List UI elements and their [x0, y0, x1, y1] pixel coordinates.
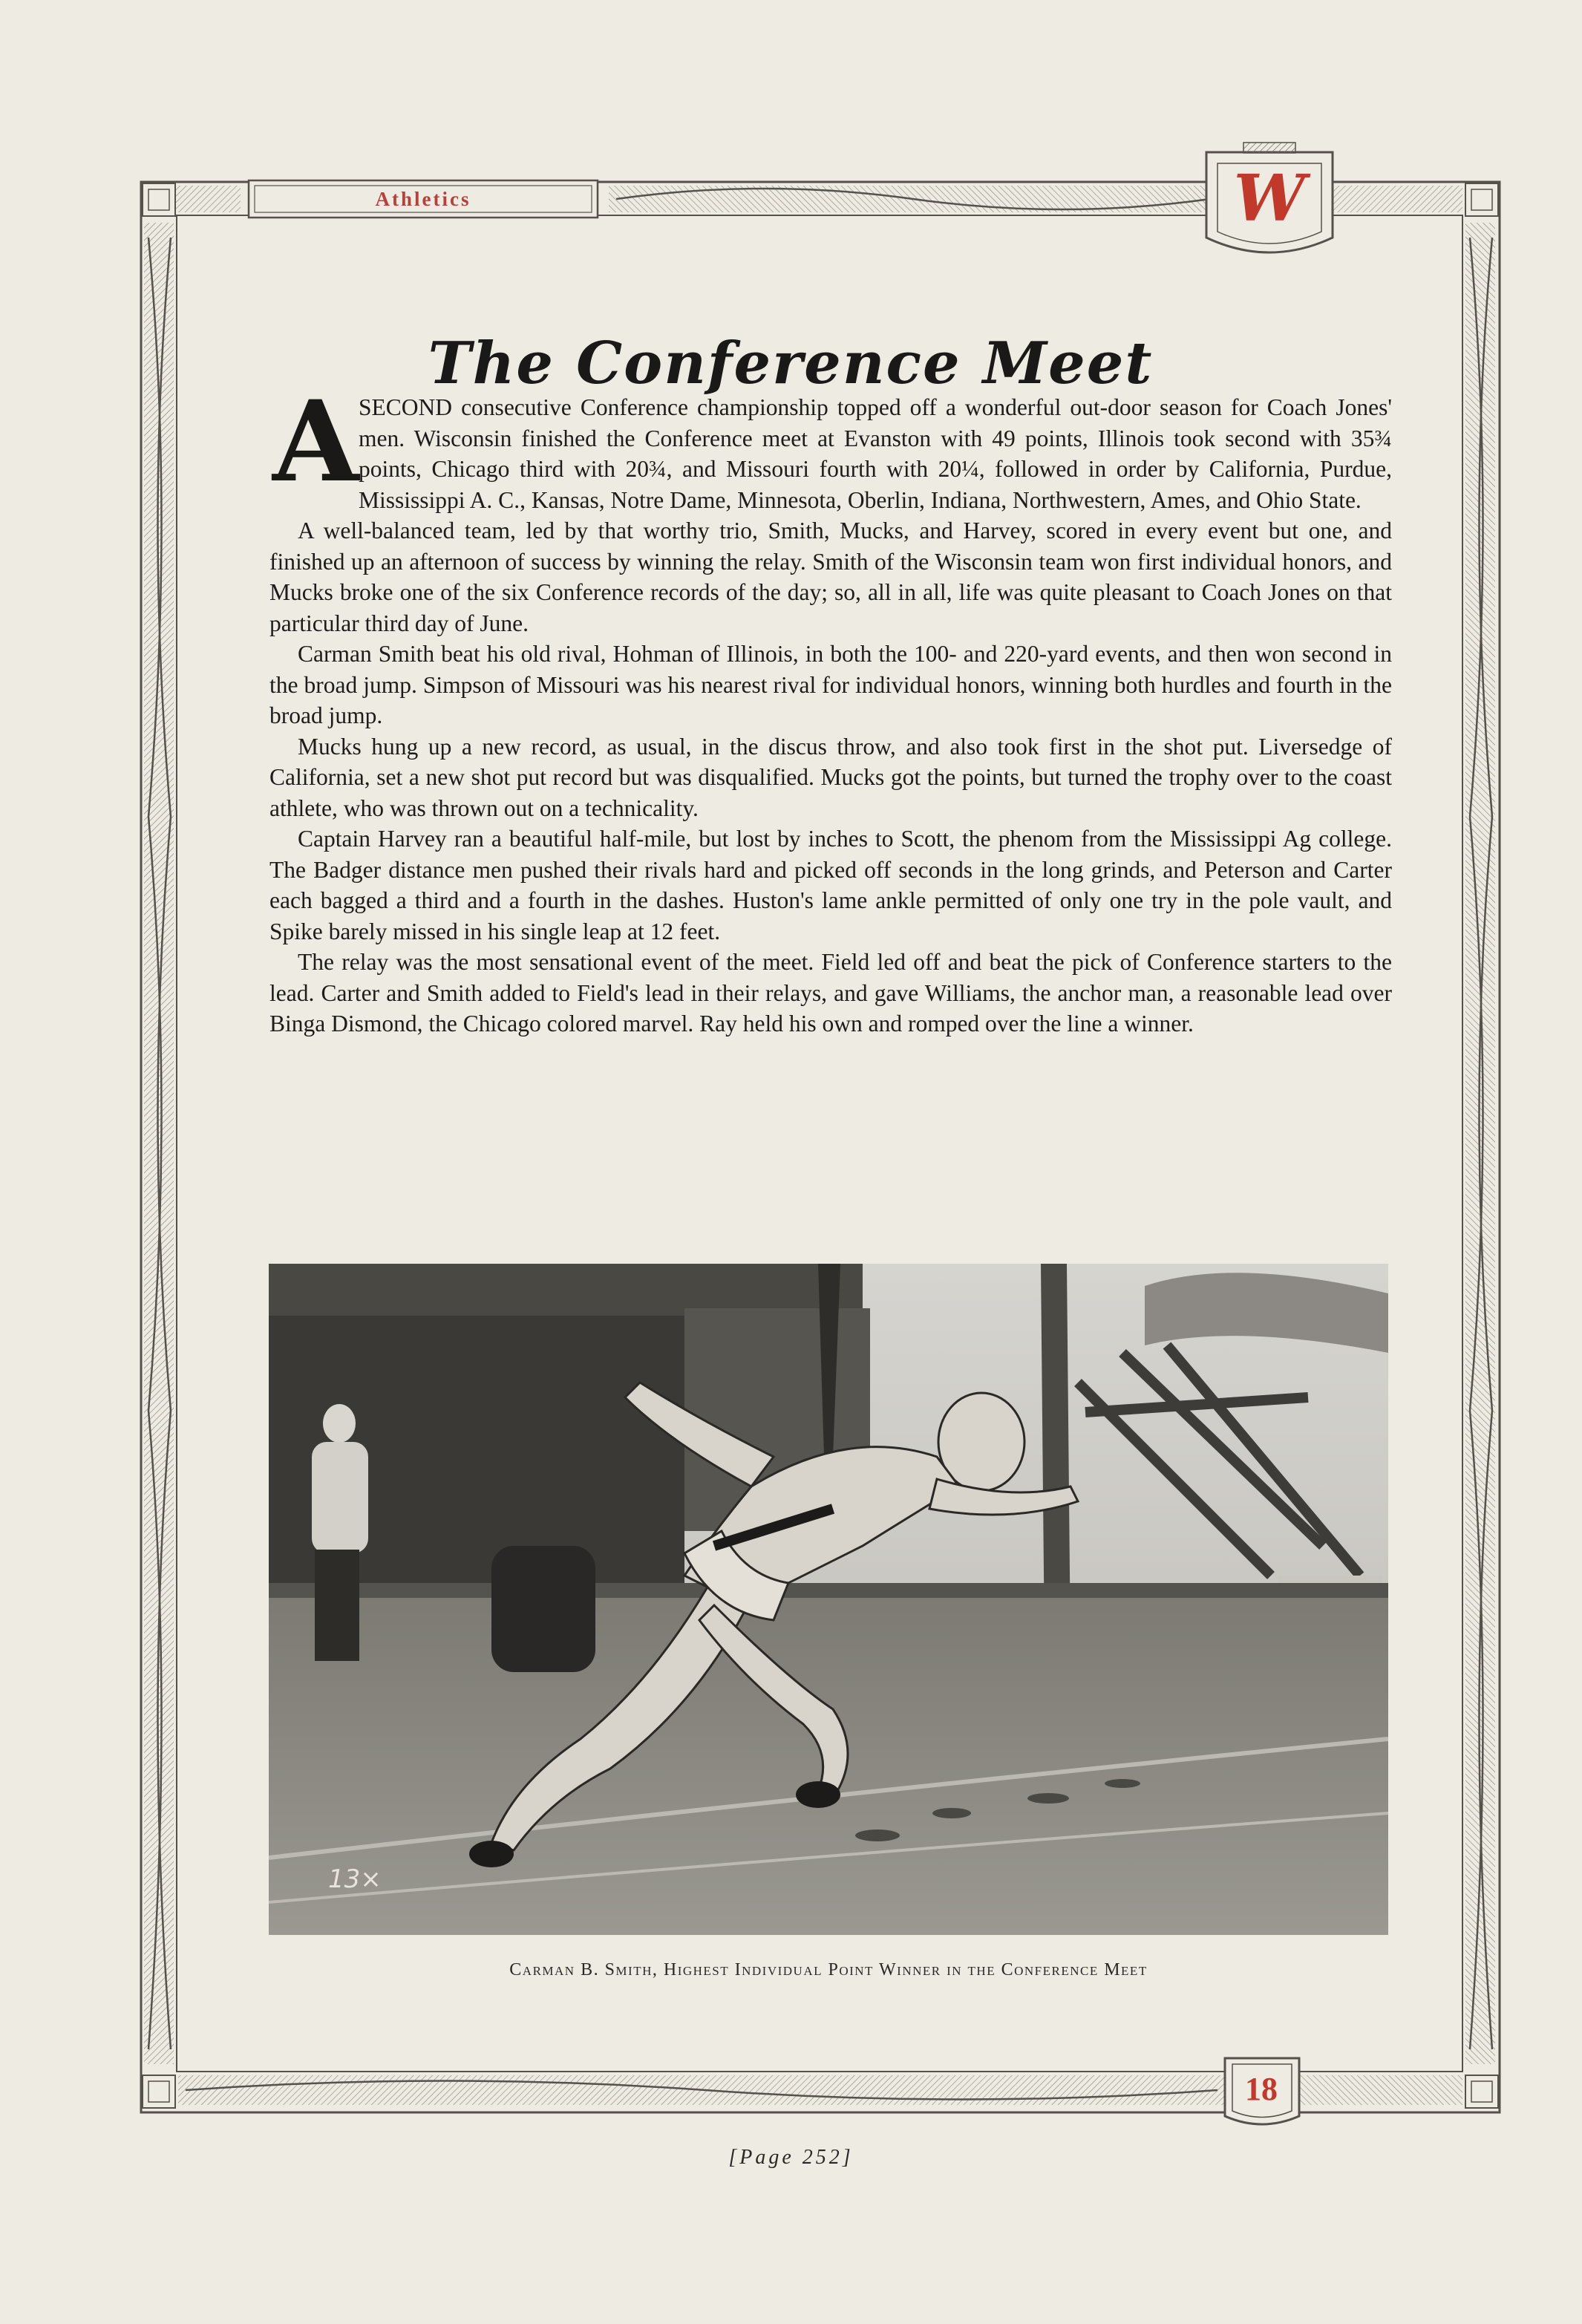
photo-caption: Carman B. Smith, Highest Individual Point Winner in the Conference Meet — [509, 1960, 1148, 1979]
drop-cap: A — [272, 376, 359, 507]
paragraph: SECOND consecutive Conference championship topped off a wonderful out-door season for Coach Jones' men. Wisconsin finished the Conference meet at Evanston with 49 points, Illinois took second with 35¾ points, Chicago third with 20¾, and Missouri fourth with 20¼, followed in order by California, Purdue, Mississippi A. C., Kansas, Notre Dame, Minnesota, Oberlin, Indiana, Northwestern, Ames, and Ohio State. — [359, 394, 1392, 513]
page-title: The Conference Meet — [428, 330, 1154, 398]
paragraph: Captain Harvey ran a beautiful half-mile, but lost by inches to Scott, the phenom from the Mississippi Ag college. The Badger distance men pushed their rivals hard and picked off seconds in the long grinds, and Peterson and Carter each bagged a third and a fourth in the dashes. Huston's lame ankle permitted of only one try in the pole vault, and Spike barely missed in his single leap at 12 feet. — [269, 826, 1392, 944]
paragraph: A well-balanced team, led by that worthy trio, Smith, Mucks, and Harvey, scored in every event but one, and finished up an afternoon of success by winning the relay. Smith of the Wisconsin team won first individual honors, and Mucks broke one of the six Conference records of the day; so, all in all, life was quite pleasant to Coach Jones on that particular third day of June. — [269, 518, 1392, 636]
paragraph: Carman Smith beat his old rival, Hohman of Illinois, in both the 100- and 220-yard events, and then won second in the broad jump. Simpson of Missouri was his nearest rival for individual honors, winning both hurdles and fourth in the broad jump. — [269, 641, 1392, 728]
paragraph: Mucks hung up a new record, as usual, in the discus throw, and also took first in the shot put. Liversedge of California, set a new shot put record but was disqualified. Mucks got the points, but turned the trophy over to the coast athlete, who was thrown out on a technicality. — [269, 733, 1392, 821]
article-body — [269, 376, 1392, 1157]
section-page-number: 18 — [1245, 2071, 1278, 2107]
section-label: Athletics — [375, 188, 471, 210]
wisconsin-w-logo: W — [1233, 161, 1306, 236]
sprinter-photograph — [269, 1264, 1388, 1935]
paragraph: The relay was the most sensational event of the meet. Field led off and beat the pick of Conference starters to the lead. Carter and Smith added to Field's lead in their relays, and gave Williams, the anchor man, a reasonable lead over Binga Dismond, the Chicago colored marvel. Ray held his own and romped over the line a winner. — [269, 949, 1392, 1037]
svg-text:13×: 13× — [328, 1864, 382, 1894]
page-number-footer: [Page 252] — [728, 2146, 854, 2169]
